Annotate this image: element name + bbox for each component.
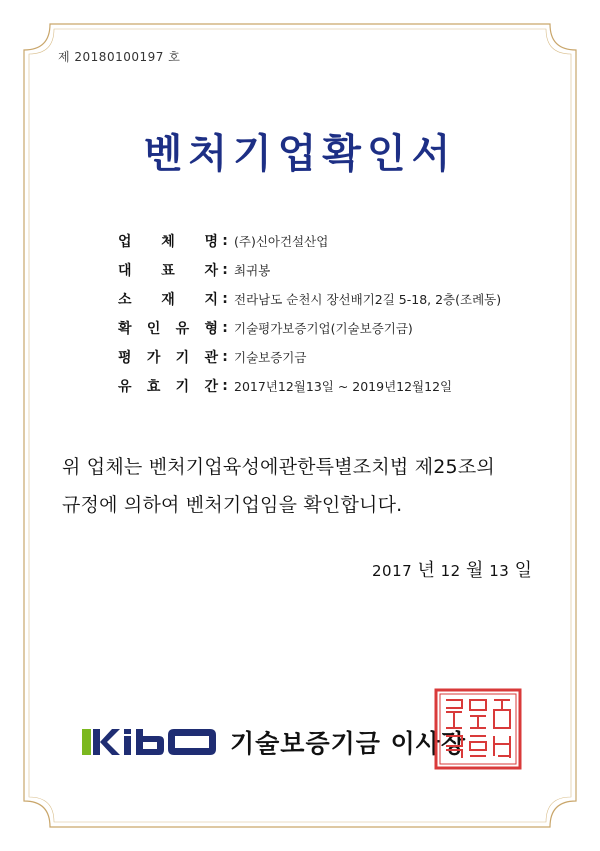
field-label-char: 가	[146, 349, 161, 366]
field-label-char: 평	[118, 349, 132, 366]
field-colon: :	[222, 232, 228, 249]
field-label-char: 표	[161, 262, 175, 279]
certificate-title: 벤처기업확인서	[143, 130, 457, 177]
year-unit: 년	[417, 560, 436, 581]
issue-day: 13	[489, 562, 510, 580]
field-label	[118, 260, 218, 280]
field-label-char: 소	[118, 291, 132, 308]
field-colon: :	[222, 261, 228, 278]
field-label-char: 명	[204, 233, 218, 250]
statement-line-2: 규정에 의하여 벤처기업임을 확인합니다.	[62, 494, 403, 516]
statement-line-1: 위 업체는 벤처기업육성에관한특별조치법 제25조의	[62, 456, 495, 478]
field-label-char: 관	[204, 349, 218, 366]
field-label	[118, 318, 218, 338]
field-label-char: 간	[204, 378, 218, 395]
field-label-char: 재	[161, 291, 175, 308]
issue-year: 2017	[372, 562, 413, 580]
field-row	[118, 342, 558, 371]
official-seal-icon	[434, 688, 522, 770]
field-label	[118, 231, 218, 251]
field-label	[118, 376, 218, 396]
issue-date	[372, 556, 532, 582]
field-row	[118, 284, 558, 313]
field-label-char: 지	[204, 291, 218, 308]
field-label-char: 확	[118, 320, 132, 337]
field-label-char: 기	[175, 378, 190, 395]
issuer-name: 기술보증기금 이사장	[230, 729, 467, 758]
field-label-char: 인	[146, 320, 161, 337]
confirmation-statement	[62, 448, 552, 524]
field-label-char: 대	[118, 262, 132, 279]
field-label-char: 유	[118, 378, 132, 395]
field-colon: :	[222, 348, 228, 365]
field-label-char: 형	[204, 320, 218, 337]
field-colon: :	[222, 290, 228, 307]
kibo-logo	[82, 725, 216, 759]
field-value: 기술평가보증기업(기술보증기금)	[234, 320, 413, 336]
field-row	[118, 255, 558, 284]
field-label-char: 효	[146, 378, 161, 395]
field-value: 2017년12월13일 ~ 2019년12월12일	[234, 378, 453, 394]
field-row	[118, 226, 558, 255]
issuer-footer	[82, 720, 466, 764]
issue-month: 12	[440, 562, 461, 580]
field-row	[118, 313, 558, 342]
certificate-fields	[118, 226, 558, 400]
field-value: (주)신아건설산업	[234, 233, 329, 249]
field-value: 기술보증기금	[234, 349, 307, 365]
field-value: 최귀봉	[234, 262, 271, 278]
field-label-char: 자	[204, 262, 218, 279]
field-label-char: 체	[161, 233, 175, 250]
field-label	[118, 289, 218, 309]
field-colon: :	[222, 319, 228, 336]
field-label-char: 유	[175, 320, 190, 337]
field-value: 전라남도 순천시 장선배기2길 5-18, 2층(조례동)	[234, 291, 502, 307]
field-label-char: 기	[175, 349, 190, 366]
field-label-char: 업	[118, 233, 132, 250]
month-unit: 월	[466, 560, 484, 581]
field-label	[118, 347, 218, 367]
field-row	[118, 371, 558, 400]
certificate-number: 제 20180100197 호	[58, 50, 181, 64]
day-unit: 일	[514, 560, 533, 581]
field-colon: :	[222, 377, 228, 394]
